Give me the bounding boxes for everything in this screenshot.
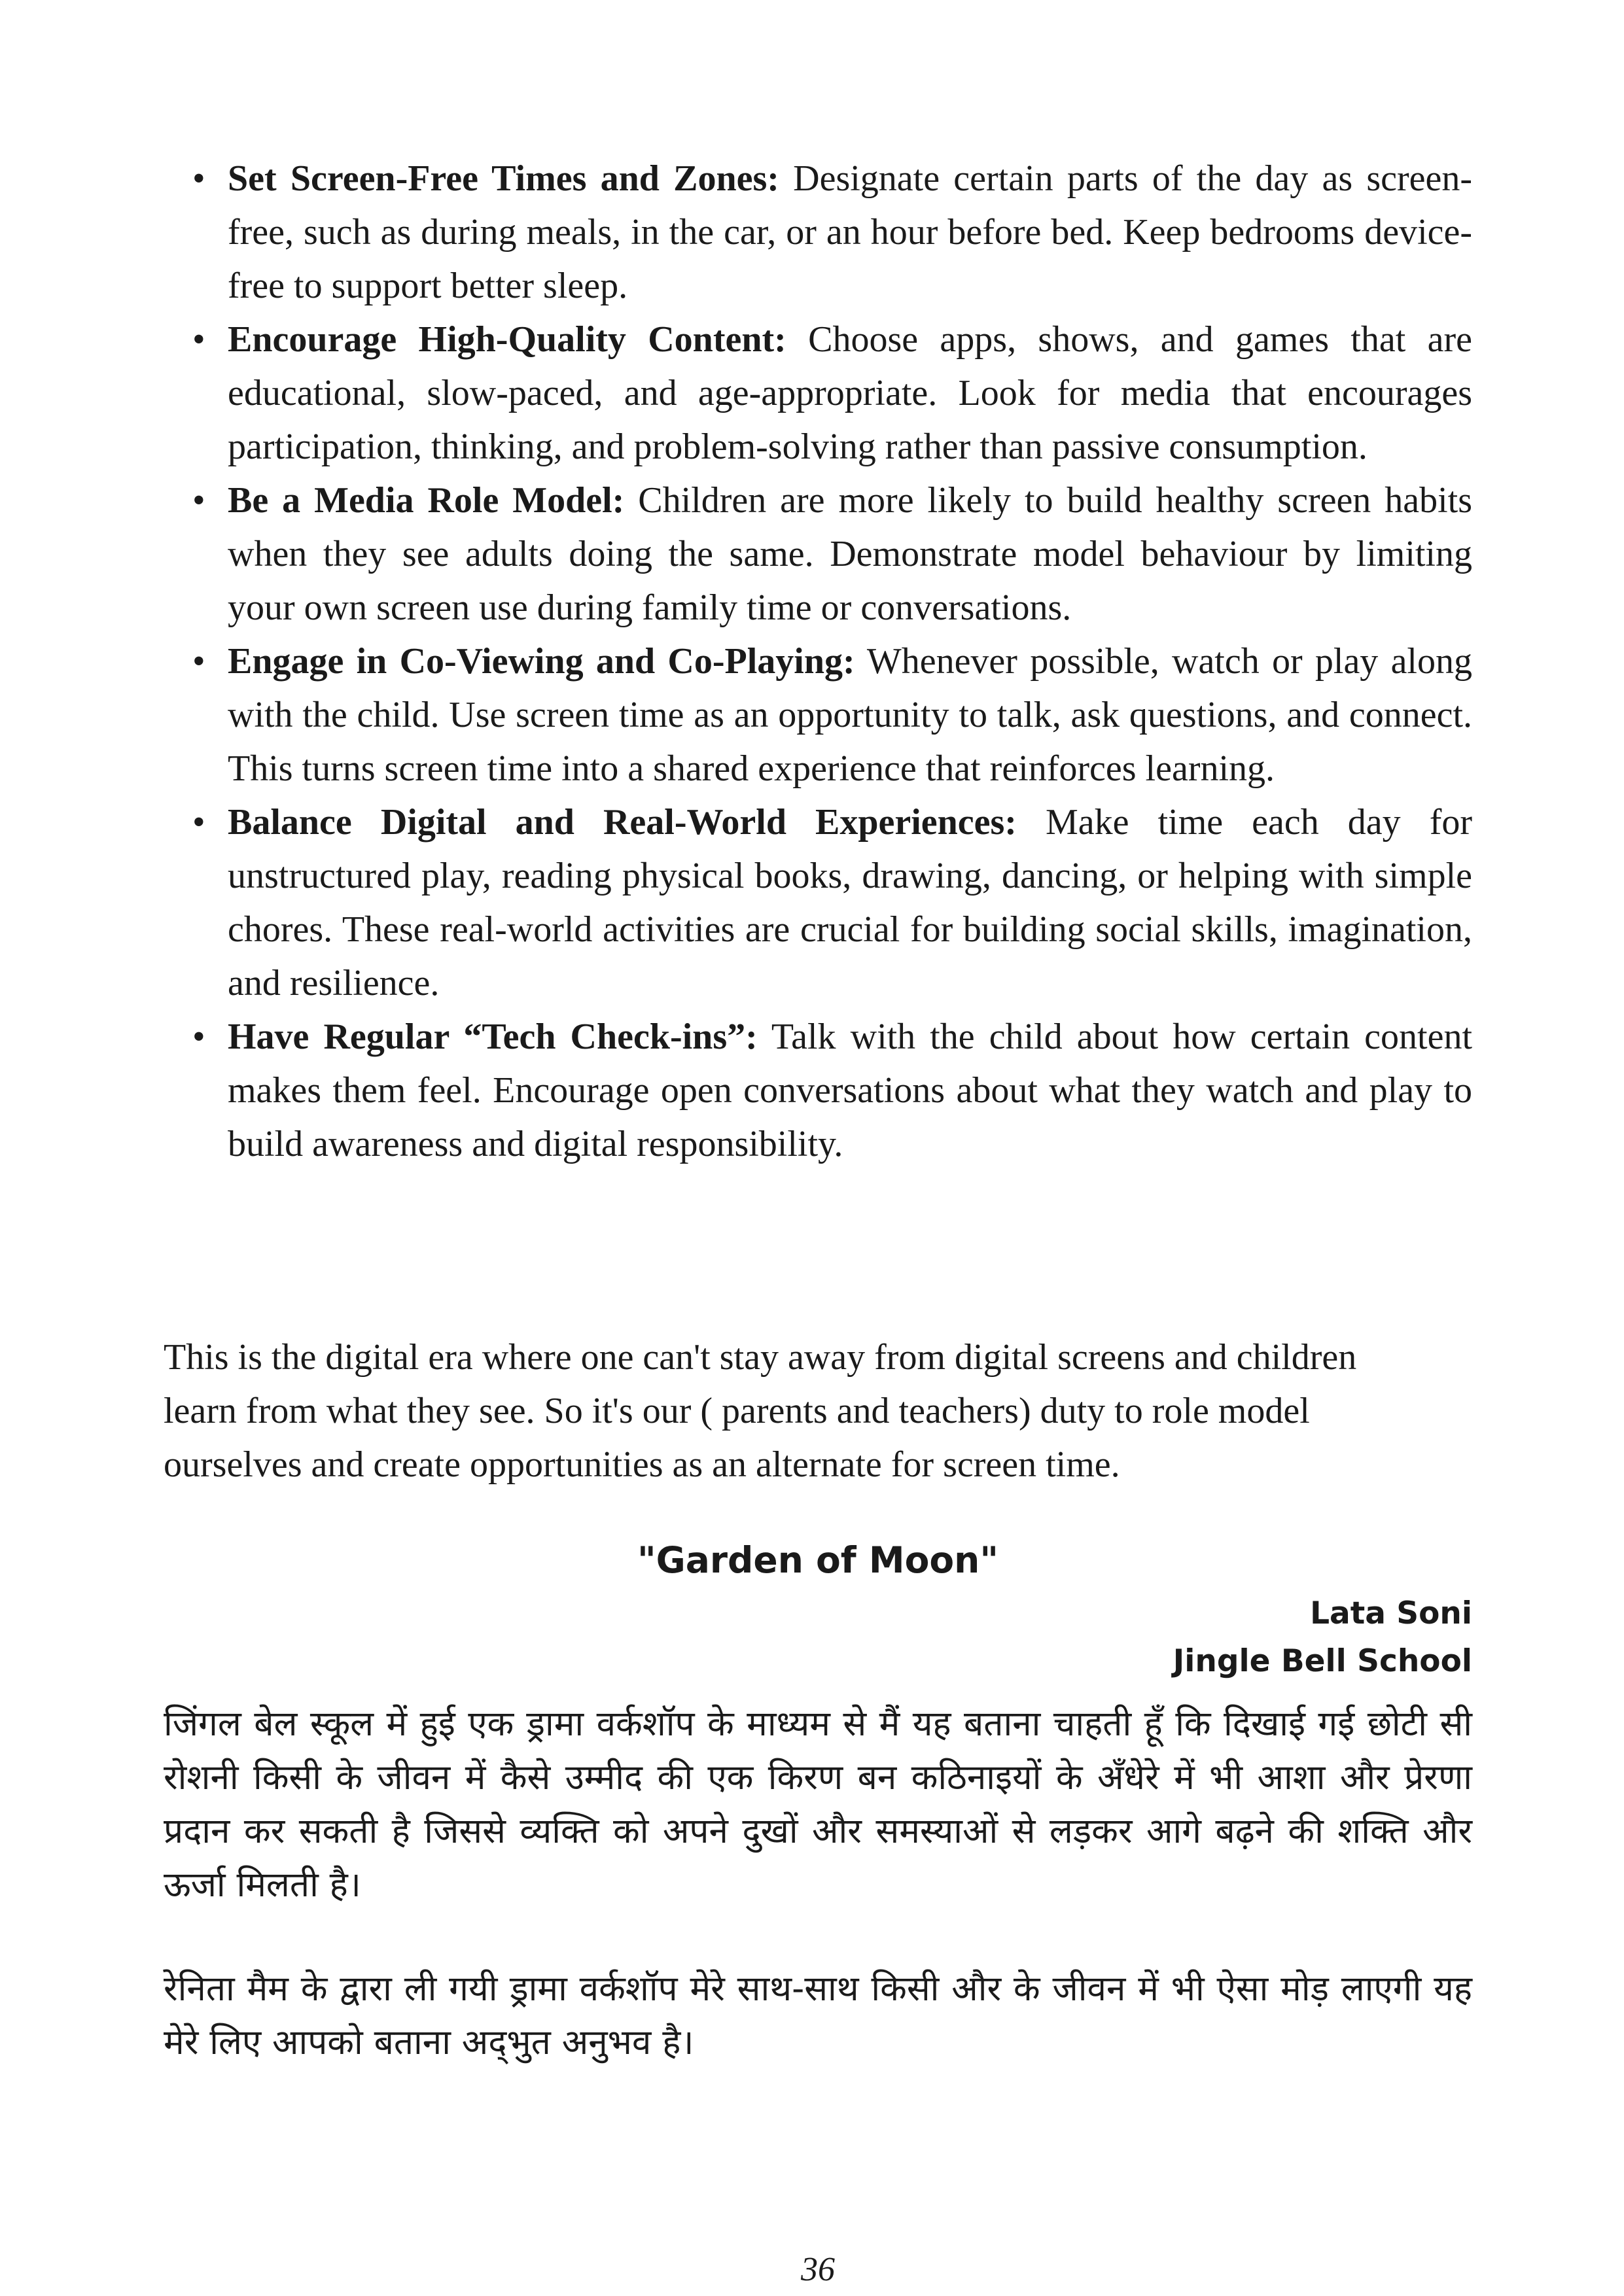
page-number: 36 bbox=[801, 2251, 835, 2288]
bullet-icon: • bbox=[192, 319, 205, 360]
tip-text: Choose apps, shows, and games that are educational, slow-paced, and age-appropriate. Look for media that encourages participation, thinking, and problem-solving rather than passive consumption. bbox=[228, 319, 1472, 467]
tip-title: Encourage High-Quality Content: bbox=[228, 319, 786, 360]
bullet-icon: • bbox=[192, 641, 205, 682]
tip-item bbox=[164, 795, 1472, 1010]
closing-line: This is the digital era where one can't stay away from digital screens and children bbox=[164, 1337, 1357, 1378]
document-page bbox=[164, 0, 1472, 2296]
tip-item bbox=[164, 152, 1472, 313]
author-name: Lata Soni bbox=[1310, 1595, 1472, 1631]
tip-item bbox=[164, 1010, 1472, 1171]
hindi-paragraph: जिंगल बेल स्कूल में हुई एक ड्रामा वर्कशॉप के माध्यम से मैं यह बताना चाहती हूँ कि दिखाई गई छोटी सी रोशनी किसी के जीवन में कैसे उम्मीद की एक किरण बन कठिनाइयों के अँधेरे में भी आशा और प्रेरणा प्रदान कर सकती है जिससे व्यक्ति को अपने दुखों और समस्याओं से लड़कर आगे बढ़ने की शक्ति और ऊर्जा मिलती है। bbox=[164, 1704, 1472, 1905]
tip-item bbox=[164, 313, 1472, 474]
tip-title: Engage in Co-Viewing and Co-Playing: bbox=[228, 641, 855, 682]
tip-text: Talk with the child about how certain content makes them feel. Encourage open conversations about what they watch and play to build awareness and digital responsibility. bbox=[228, 1017, 1473, 1164]
bullet-icon: • bbox=[192, 158, 205, 199]
school-name: Jingle Bell School bbox=[1173, 1643, 1472, 1679]
closing-line: ourselves and create opportunities as an alternate for screen time. bbox=[164, 1444, 1120, 1485]
tip-title: Be a Media Role Model: bbox=[228, 480, 625, 521]
closing-line: learn from what they see. So it's our ( parents and teachers) duty to role model bbox=[164, 1391, 1310, 1431]
tip-title: Balance Digital and Real-World Experiences: bbox=[228, 802, 1017, 843]
tips-list bbox=[164, 152, 1472, 1171]
tip-title: Set Screen-Free Times and Zones: bbox=[228, 158, 779, 199]
tip-text: Designate certain parts of the day as screen-free, such as during meals, in the car, or an hour before bed. Keep bedrooms device-free to support better sleep. bbox=[228, 158, 1473, 306]
tip-item bbox=[164, 474, 1472, 635]
closing-paragraph bbox=[164, 1331, 1472, 1491]
hindi-paragraph: रेनिता मैम के द्वारा ली गयी ड्रामा वर्कशॉप मेरे साथ-साथ किसी और के जीवन में भी ऐसा मोड़ लाएगी यह मेरे लिए आपको बताना अद्‌भुत अनुभव है। bbox=[164, 1969, 1472, 2062]
bullet-icon: • bbox=[192, 480, 205, 521]
tip-text: Whenever possible, watch or play along with the child. Use screen time as an opportunity to talk, ask questions, and connect. This turns screen time into a shared experience that reinforces learning. bbox=[228, 641, 1472, 789]
poem-title: "Garden of Moon" bbox=[637, 1539, 998, 1581]
tip-text: Make time each day for unstructured play, reading physical books, drawing, dancing, or helping with simple chores. These real-world activities are crucial for building social skills, imagination, and resilience. bbox=[228, 802, 1472, 1003]
tip-title: Have Regular “Tech Check-ins”: bbox=[228, 1017, 758, 1057]
bullet-icon: • bbox=[192, 802, 205, 843]
tip-text: Children are more likely to build healthy screen habits when they see adults doing the same. Demonstrate model behaviour by limiting your own screen use during family time or conversations. bbox=[228, 480, 1473, 628]
bullet-icon: • bbox=[192, 1017, 205, 1057]
tip-item bbox=[164, 635, 1472, 795]
